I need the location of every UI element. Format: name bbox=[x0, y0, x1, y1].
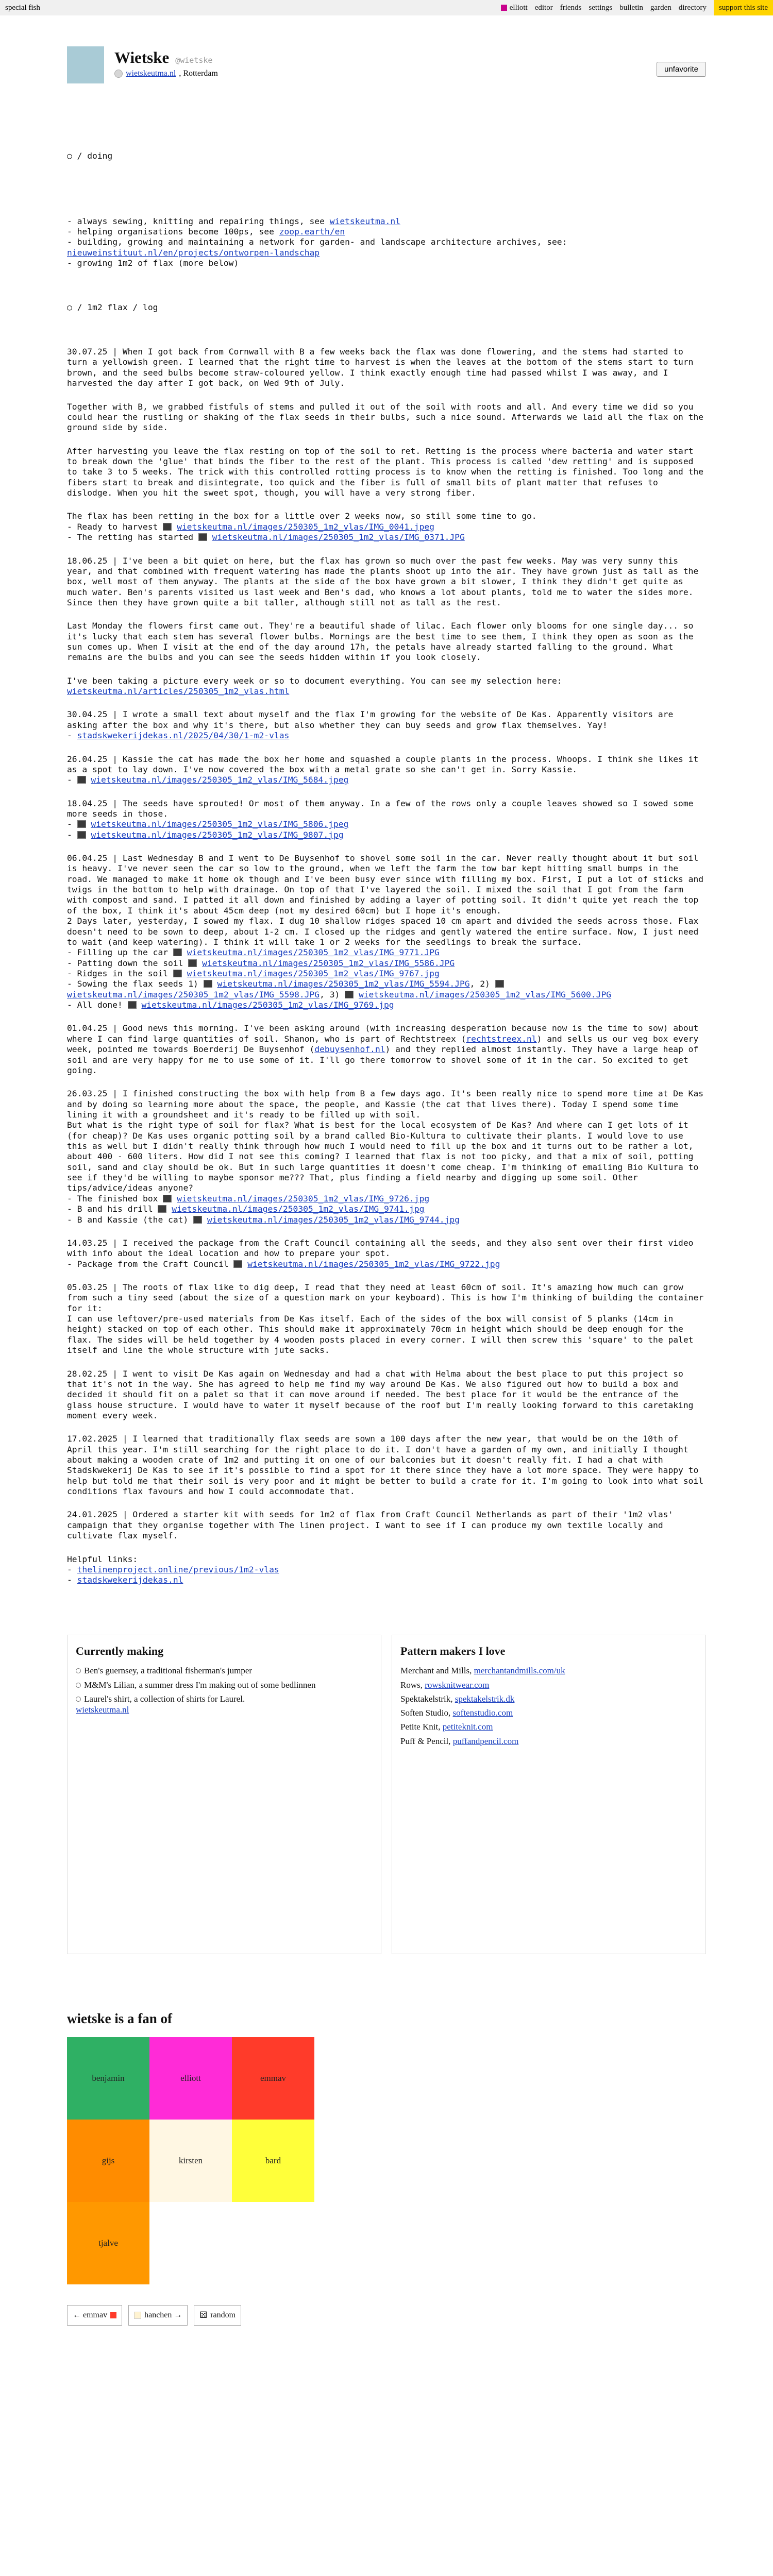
log-text: - B and Kassie (the cat) bbox=[67, 1214, 189, 1225]
list-item bbox=[400, 1693, 697, 1704]
list-item bbox=[76, 1665, 373, 1676]
inline-link[interactable]: wietskeutma.nl/images/250305_1m2_vlas/IMG_9741.jpg bbox=[172, 1204, 425, 1214]
log-text: - All done! bbox=[67, 1000, 123, 1010]
log-text bbox=[207, 532, 212, 542]
making-item-link[interactable]: wietskeutma.nl bbox=[76, 1705, 129, 1715]
log-text: Together with B, we grabbed fistfuls of stems and pulled it out of the soil with roots and all. And every time we did so you could hear the rustling or shaking of the flax seeds in their bulbs, such a nice sound. Afterwards we laid all the flax on the ground side by side. bbox=[67, 401, 709, 433]
log-text: 18.06.25 | I've been a bit quiet on here, but the flax has grown so much over the past few weeks. May was very sunny this year, and that combined with frequent watering has made the plants shoot up into the air. They have grown just as tall as the box, well most of them anyway. The plants at the side of the box have grown a bit slower, I think they didn't get quite as much water. Ben's parents visited us last week and Ben's dad, who knows a lot about plants, told me to water the sides more. Since then they have grown quite a bit taller, although still not as tall as the rest. bbox=[67, 555, 704, 607]
log-text: - always sewing, knitting and repairing things, see bbox=[67, 216, 330, 226]
log-entry bbox=[67, 1369, 706, 1421]
log-text bbox=[354, 990, 359, 999]
inline-link[interactable]: wietskeutma.nl/images/250305_1m2_vlas/IMG_5586.JPG bbox=[202, 958, 455, 968]
nav-editor[interactable]: editor bbox=[534, 3, 553, 12]
image-icon bbox=[77, 776, 86, 784]
log-text: 28.02.25 | I went to visit De Kas again on Wednesday and had a chat with Helma about the best place to put this project so that it's not in the way. She has agreed to help me find my way around De Kas. We also figured out how to build a box and decided it should fit on a palet so that it can move around if needed. The best place for it would be the entrance of the glass house structure. I would have to water it myself because of the roof but I'm really looking forward to this caretaking moment every week. bbox=[67, 1368, 699, 1420]
webring-nav bbox=[67, 2305, 706, 2326]
fan-tile-elliott[interactable]: elliott bbox=[149, 2037, 232, 2120]
log-entry bbox=[67, 446, 709, 499]
inline-link[interactable]: wietskeutma.nl/images/250305_1m2_vlas/IMG_0371.JPG bbox=[212, 532, 465, 543]
log-text bbox=[172, 1194, 177, 1204]
user-color-swatch bbox=[501, 5, 507, 11]
log-text: Helpful links: - bbox=[67, 1554, 138, 1574]
top-nav bbox=[501, 0, 773, 15]
prev-color-swatch bbox=[110, 2312, 116, 2318]
making-item-text: Ben's guernsey, a traditional fisherman's jumper bbox=[84, 1666, 253, 1676]
log-entry bbox=[67, 511, 706, 543]
maker-link[interactable]: petiteknit.com bbox=[442, 1722, 493, 1732]
log-text: ) and sells us our veg box every week, pointed me towards Boerderij De Buysenhof ( bbox=[67, 1033, 704, 1055]
list-item bbox=[400, 1665, 697, 1676]
inline-link[interactable]: wietskeutma.nl/images/250305_1m2_vlas/IMG_5594.JPG bbox=[217, 979, 470, 989]
image-icon bbox=[173, 948, 182, 956]
fan-tile-emmav[interactable]: emmav bbox=[232, 2037, 314, 2120]
nav-settings[interactable]: settings bbox=[589, 3, 613, 12]
log-text: - bbox=[67, 1575, 72, 1585]
inline-link[interactable]: wietskeutma.nl/images/250305_1m2_vlas/IMG_5684.jpeg bbox=[91, 775, 349, 785]
log-entry bbox=[67, 799, 706, 840]
log-text: 01.04.25 | Good news this morning. I've been asking around (with increasing desperation because now is the time to sow) about where I can find large quantities of soil. Shanon, who is part of Rechtstreex ( bbox=[67, 1023, 704, 1044]
log-text: 14.03.25 | I received the package from the Craft Council containing all the seeds, and they also sent over their first video with info about the ideal location and how to prepare your spot. - Package from the Craft Council bbox=[67, 1238, 694, 1269]
inline-link[interactable]: wietskeutma.nl/images/250305_1m2_vlas/IMG_9726.jpg bbox=[177, 1193, 430, 1204]
log-text bbox=[182, 947, 187, 957]
log-text: 05.03.25 | The roots of flax like to dig deep, I read that they need at least 60cm of soil. It's amazing how much can grow from such a tiny seed (about the size of a question mark on your keyboard). This is how I'm thinking of building the container for it: I can use leftover/pre-used materials from De Kas itself. Each of the sides of the box will consist of 5 planks (14cm in height) stacked on top of each other. This should make it approximately 70cm in height which should be deep enough for the flax. The sides will be held together by 4 wooden posts placed in every corner. I will then screw this 'square' to the palet itself and line the whole structure with jute sacks. bbox=[67, 1282, 704, 1355]
webring-random-button[interactable] bbox=[194, 2305, 241, 2326]
inline-link[interactable]: nieuweinstituut.nl/en/projects/ontworpen-landschap bbox=[67, 247, 320, 258]
log-entry bbox=[67, 676, 706, 697]
log-entry bbox=[67, 853, 706, 1010]
unfavorite-button[interactable]: unfavorite bbox=[657, 62, 706, 77]
profile-header bbox=[67, 46, 706, 83]
log-entry bbox=[67, 1510, 706, 1541]
log-text bbox=[86, 819, 91, 829]
list-item bbox=[76, 1693, 373, 1716]
log-text: 18.04.25 | The seeds have sprouted! Or most of them anyway. In a few of the rows only a couple leaves showed so I sowed some more seeds in those. - bbox=[67, 798, 694, 829]
profile-handle: @wietske bbox=[175, 56, 213, 65]
nav-bulletin[interactable]: bulletin bbox=[619, 3, 644, 12]
log-text: Last Monday the flowers first came out. They're a beautiful shade of lilac. Each flower only blooms for one single day... so it's lucky that each stem has several flower bulbs. Mornings are the best time to see them, I think they open as soon as the sun comes up. When I visit at the end of the day around 17h, the petals have already started falling to the ground. What remains are the bulbs and you can see the seeds hidden within if you look closely. bbox=[67, 621, 699, 663]
log-entry bbox=[67, 347, 706, 388]
log-text bbox=[172, 522, 177, 532]
inline-link[interactable]: wietskeutma.nl/images/250305_1m2_vlas/IMG_9769.jpg bbox=[141, 1000, 394, 1010]
support-button[interactable]: support this site bbox=[714, 0, 773, 15]
log-text: 30.04.25 | I wrote a small text about myself and the flax I'm growing for the website of De Kas. Apparently visitors are asking after the box and why it's there, but also whether they can buy seeds and grow flax themselves. Yay! - bbox=[67, 709, 674, 741]
log-entry bbox=[67, 1554, 706, 1586]
image-icon bbox=[163, 523, 172, 531]
image-icon bbox=[128, 1001, 137, 1009]
image-icon bbox=[204, 980, 212, 988]
log-text: 24.01.2025 | Ordered a starter kit with seeds for 1m2 of flax from Craft Council Netherlands as part of their '1m2 vlas' campaign that they organise together with The linen project. I want to see if I can produce my own textile locally and cultivate flax myself. bbox=[67, 1510, 679, 1541]
fans-title: wietske is a fan of bbox=[67, 2011, 172, 2027]
profile-location: , Rotterdam bbox=[179, 69, 218, 78]
log-text: - The retting has started bbox=[67, 532, 194, 543]
image-icon bbox=[77, 820, 86, 828]
top-bar bbox=[0, 0, 773, 15]
profile-text bbox=[67, 130, 709, 1619]
image-icon bbox=[188, 959, 197, 967]
flax-log-heading: ○ / 1m2 flax / log bbox=[67, 302, 158, 313]
maker-link[interactable]: spektakelstrik.dk bbox=[455, 1693, 515, 1704]
maker-link[interactable]: merchantandmills.com/uk bbox=[474, 1666, 565, 1676]
inline-link[interactable]: debuysenhof.nl bbox=[314, 1044, 385, 1055]
nav-garden[interactable]: garden bbox=[650, 3, 671, 12]
maker-link[interactable]: rowsknitwear.com bbox=[425, 1680, 490, 1690]
fan-tile-tjalve[interactable]: tjalve bbox=[67, 2202, 149, 2284]
log-entry bbox=[67, 1238, 706, 1269]
log-text: 06.04.25 | Last Wednesday B and I went to De Buysenhof to shovel some soil in the car. Never really thought about it but soil is heavy. I've never seen the car so low to the ground, when we left the farm the tow bar kept hitting small bumps in the road. We managed to make it home ok though and I've been busy ever since with filling my box. First, I put a lot of sticks and twigs in the bottom to help with drainage. On top of that I've layered the soil. I mixed the soil that I got from the farm with compost and sand. I patted it all down and finished by adding a layer of potting soil. It didn't quite yet reach the top of the box, I think it's about 45cm deep (not my desired 60cm) but I hope it's enough. 2 Days later, yesterday, I sowed my flax. I dug 10 shallow ridges spaced 10 cm apart and divided the seeds across those. Flax doesn't need to be sown to deep, about 1-2 cm. I closed up the ridges and gently watered the entire surface. Now, I just need to wait (and keep watering). I think it will take 1 or 2 weeks for the seedlings to break the surface. - Filling up the car bbox=[67, 853, 704, 958]
profile-name: Wietske bbox=[114, 48, 170, 66]
log-text bbox=[242, 1259, 247, 1269]
log-text bbox=[137, 1000, 142, 1010]
log-text: 17.02.2025 | I learned that traditionally flax seeds are sown a 100 days after the new year, that would be on the 10th of April this year. I'm still searching for the right place to do it. I don't have a garden of my own, and initially I thought about making a wooden crate of 1m2 and putting it on one of our balconies but it doesn't really fit. I had a chat with Stadskwekerij De Kas to see if it's possible to find a spot for it there since they have a lot more space. They were happy to help but told me that their soil is very poor and it might be better to build a crate for it. I'm going to look into what soil conditions flax favours and how I could accommodate that. bbox=[67, 1434, 709, 1497]
pattern-makers-list bbox=[400, 1665, 697, 1747]
log-text: After harvesting you leave the flax resting on top of the soil to ret. Retting is the process where bacteria and water start to break down the 'glue' that binds the fiber to the rest of the plant. This process is called 'dew retting' and is supposed to take 3 to 5 weeks. The trick with this controlled rotting process is to know when the retting is finished. Too long and the fibers start to break and disintegrate, too quick and the fiber is full of small bits of plant matter that refuses to dislodge. When you hit the sweet spot, though, you will have a very strong fiber. bbox=[67, 446, 709, 498]
inline-link[interactable]: wietskeutma.nl/images/250305_1m2_vlas/IMG_9771.JPG bbox=[187, 947, 440, 958]
bullet-icon bbox=[76, 1668, 81, 1673]
log-text bbox=[504, 979, 509, 989]
maker-name: Spektakelstrik, bbox=[400, 1693, 455, 1704]
list-item bbox=[400, 1736, 697, 1747]
maker-name: Soften Studio, bbox=[400, 1708, 453, 1718]
log-text: - growing 1m2 of flax (more below) bbox=[67, 258, 239, 268]
maker-link[interactable]: softenstudio.com bbox=[452, 1708, 513, 1718]
bullet-icon bbox=[76, 1683, 81, 1688]
webring-prev-label: ← emmav bbox=[73, 2311, 108, 2320]
log-entry bbox=[67, 709, 706, 741]
spacer bbox=[67, 182, 706, 195]
fan-tile-gijs[interactable]: gijs bbox=[67, 2120, 149, 2202]
currently-making-list bbox=[76, 1665, 373, 1715]
log-text: - bbox=[67, 829, 72, 840]
current-user[interactable] bbox=[501, 4, 528, 12]
maker-link[interactable]: puffandpencil.com bbox=[452, 1736, 519, 1746]
list-item bbox=[400, 1707, 697, 1718]
inline-link[interactable]: wietskeutma.nl/articles/250305_1m2_vlas.html bbox=[67, 686, 290, 697]
log-text bbox=[202, 1215, 207, 1225]
currently-making-title: Currently making bbox=[76, 1645, 164, 1658]
image-icon bbox=[495, 980, 504, 988]
fan-tile-benjamin[interactable]: benjamin bbox=[67, 2037, 149, 2120]
inline-link[interactable]: wietskeutma.nl/images/250305_1m2_vlas/IMG_9744.jpg bbox=[207, 1214, 460, 1225]
inline-link[interactable]: stadskwekerijdekas.nl bbox=[77, 1575, 183, 1585]
log-text: I've been taking a picture every week or so to document everything. You can see my selection here: bbox=[67, 675, 567, 686]
maker-name: Puff & Pencil, bbox=[400, 1736, 453, 1746]
log-entry bbox=[67, 754, 706, 786]
inline-link[interactable]: wietskeutma.nl/images/250305_1m2_vlas/IMG_9807.jpg bbox=[91, 829, 344, 840]
profile-website-link[interactable]: wietskeutma.nl bbox=[126, 69, 176, 78]
log-entry bbox=[67, 556, 706, 608]
webring-prev-button[interactable] bbox=[67, 2305, 122, 2326]
log-text: 30.07.25 | When I got back from Cornwall with B a few weeks back the flax was done flowering, and the stems had started to turn a yellowish green. I learned that the right time to harvest is when the leaves at the bottom of the stems start to turn brown, and the seed bulbs become straw-coloured yellow. I think exactly enough time had passed whilst I was away, and I harvested the day after I got back, on Wed 9th of July. bbox=[67, 347, 699, 388]
log-entry bbox=[67, 621, 706, 663]
inline-link[interactable]: wietskeutma.nl/images/250305_1m2_vlas/IMG_9767.jpg bbox=[187, 969, 440, 978]
log-text: - Ridges in the soil bbox=[67, 969, 169, 978]
log-entry bbox=[67, 1282, 706, 1356]
current-user-name: elliott bbox=[509, 3, 528, 12]
list-item bbox=[76, 1680, 373, 1690]
name-row bbox=[114, 48, 218, 67]
webring-random-label: random bbox=[210, 2311, 236, 2320]
making-item-text: Laurel's shirt, a collection of shirts for Laurel. bbox=[84, 1693, 245, 1704]
log-text: - building, growing and maintaining a network for garden- and landscape architecture archives, see: bbox=[67, 237, 567, 247]
maker-name: Petite Knit, bbox=[400, 1722, 443, 1732]
profile-meta bbox=[114, 69, 218, 78]
pattern-makers-panel bbox=[392, 1635, 706, 1954]
log-text: , 3) bbox=[320, 989, 345, 999]
log-text: - B and his drill bbox=[67, 1204, 153, 1214]
maker-name: Merchant and Mills, bbox=[400, 1666, 474, 1676]
log-text: ) and they replied almost instantly. They have a large heap of soil and are very happy for me to use some of it. I'll go there tomorrow to shovel some of it in the car. So excited to get going. bbox=[67, 1044, 704, 1075]
list-item bbox=[400, 1721, 697, 1732]
image-icon bbox=[345, 991, 354, 998]
pattern-makers-title: Pattern makers I love bbox=[400, 1645, 506, 1658]
log-entry bbox=[67, 1434, 709, 1497]
image-icon bbox=[77, 831, 86, 839]
log-text: The flax has been retting in the box for a little over 2 weeks now, so still some time to go. - Ready to harvest bbox=[67, 511, 537, 532]
fans-grid bbox=[67, 2037, 706, 2284]
image-icon bbox=[233, 1260, 242, 1268]
spacer bbox=[67, 334, 706, 347]
log-text bbox=[182, 969, 187, 978]
log-text bbox=[86, 830, 91, 840]
image-icon bbox=[158, 1205, 166, 1213]
nav-directory[interactable]: directory bbox=[678, 3, 707, 12]
fan-tile-kirsten[interactable]: kirsten bbox=[149, 2120, 232, 2202]
image-icon bbox=[198, 533, 207, 541]
log-text: - Sowing the flax seeds 1) bbox=[67, 979, 198, 989]
nav-friends[interactable]: friends bbox=[560, 3, 582, 12]
inline-link[interactable]: zoop.earth/en bbox=[279, 226, 345, 236]
inline-link[interactable]: wietskeutma.nl/images/250305_1m2_vlas/IMG_5806.jpeg bbox=[91, 819, 349, 829]
log-entry bbox=[67, 1023, 706, 1076]
avatar bbox=[67, 46, 104, 83]
doing-list bbox=[67, 216, 706, 269]
log-text: , 2) bbox=[469, 979, 495, 989]
log-text: - helping organisations become 100ps, see bbox=[67, 226, 274, 236]
fan-tile-bard[interactable]: bard bbox=[232, 2120, 314, 2202]
maker-name: Rows, bbox=[400, 1680, 425, 1690]
dice-icon: ⚄ bbox=[199, 2310, 208, 2320]
next-color-swatch bbox=[134, 2312, 141, 2319]
log-text bbox=[212, 979, 217, 989]
log-text bbox=[86, 775, 91, 785]
bullet-icon bbox=[76, 1697, 81, 1702]
profile-identity bbox=[114, 46, 218, 78]
log-text: 26.03.25 | I finished constructing the box with help from B a few days ago. It's been really nice to spend more time at De Kas and by doing so learning more about the space, the people, and Kassie (the cat that lives there). Today I spend some time lining it with a groundsheet and it's ready to be filled up with soil. But what is the right type of soil for flax? What is best for the local ecosystem of De Kas? And where can I get lots of it (for cheap)? De Kas uses organic potting soil by a brand called Bio-Kultura to cultivate their plants. I would love to use this as well but I didn't really think through how much I would need to fill up the box and it turns out to be rather a lot, about 400 - 600 liters. How did I not see this coming? I learned that flax is not too picky, and that a mix of soil, potting soil, sand and clay should be ok. But in such large quantities it doesn't come cheap. I'm thinking of emailing Bio Kultura to see if they'd be willing to maybe sponsor me??? That, plus finding a field nearby and digging up some soil. Other tips/advice/ideas anyone? - The finished box bbox=[67, 1089, 704, 1204]
page-content bbox=[67, 46, 709, 2326]
inline-link[interactable]: stadskwekerijdekas.nl/2025/04/30/1-m2-vlas bbox=[77, 731, 290, 741]
log-text bbox=[166, 1204, 172, 1214]
globe-icon bbox=[114, 70, 123, 78]
log-entry bbox=[67, 1089, 706, 1225]
list-item bbox=[400, 1680, 697, 1690]
inline-link[interactable]: wietskeutma.nl bbox=[329, 216, 400, 226]
inline-link[interactable]: wietskeutma.nl/images/250305_1m2_vlas/IMG_5600.JPG bbox=[358, 989, 612, 999]
site-home-link[interactable]: special fish bbox=[5, 3, 40, 12]
info-panels bbox=[67, 1635, 706, 1954]
currently-making-panel bbox=[67, 1635, 381, 1954]
log-text: 26.04.25 | Kassie the cat has made the box her home and squashed a couple plants in the process. Whoops. I think she likes it as a spot to lay down. I've now covered the box with a metal grate so she can't get in. Sorry Kassie. - bbox=[67, 754, 699, 785]
inline-link[interactable]: wietskeutma.nl/images/250305_1m2_vlas/IMG_0041.jpeg bbox=[177, 521, 434, 532]
image-icon bbox=[193, 1216, 202, 1224]
image-icon bbox=[163, 1195, 172, 1202]
flax-log bbox=[67, 334, 709, 1586]
inline-link[interactable]: thelinenproject.online/previous/1m2-vlas bbox=[77, 1564, 279, 1574]
making-item-text: M&M's Lilian, a summer dress I'm making out of some bedlinnen bbox=[84, 1680, 316, 1690]
doing-heading: ○ / doing bbox=[67, 150, 113, 161]
log-entry bbox=[67, 401, 709, 433]
inline-link[interactable]: wietskeutma.nl/images/250305_1m2_vlas/IMG_9722.jpg bbox=[247, 1259, 500, 1269]
webring-next-label: hanchen → bbox=[144, 2311, 182, 2320]
webring-next-button[interactable] bbox=[128, 2305, 188, 2326]
log-text bbox=[197, 958, 202, 968]
log-text: - Patting down the soil bbox=[67, 958, 183, 968]
inline-link[interactable]: wietskeutma.nl/images/250305_1m2_vlas/IMG_5598.JPG bbox=[67, 989, 320, 999]
inline-link[interactable]: rechtstreex.nl bbox=[466, 1033, 537, 1044]
image-icon bbox=[173, 970, 182, 977]
